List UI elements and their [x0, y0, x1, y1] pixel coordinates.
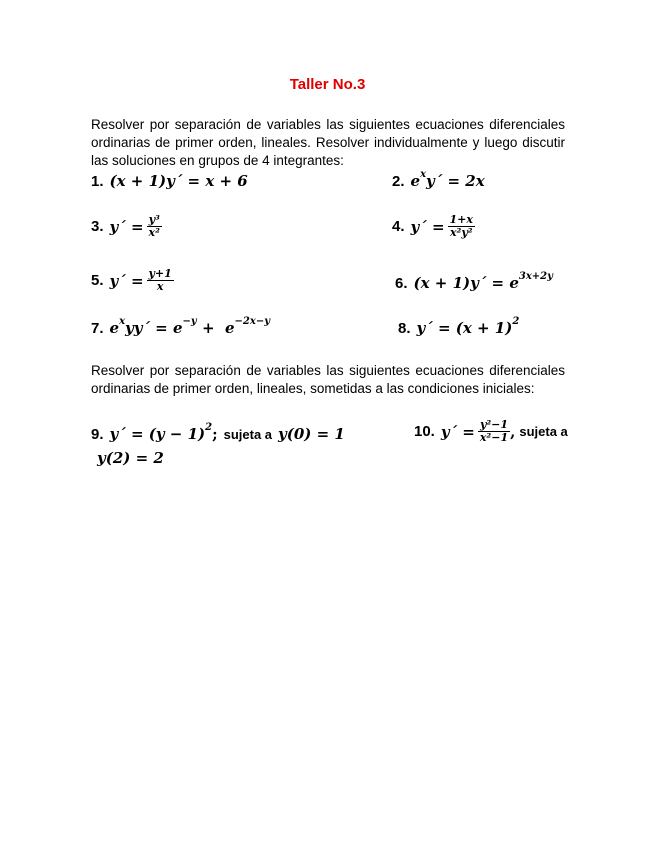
problem-number: 4.: [392, 218, 405, 235]
equation-exponent: 2: [512, 315, 520, 327]
problem-10-condition: [97, 449, 164, 467]
denominator: x²: [148, 226, 160, 239]
problem-6: [395, 270, 553, 292]
equation-exponent: x: [420, 168, 427, 180]
initial-condition: y(2) = 2: [97, 449, 164, 467]
numerator: y+1: [148, 267, 172, 280]
fraction: [147, 214, 162, 239]
fraction: [448, 214, 475, 239]
equation: y´ =: [109, 271, 144, 290]
equation-exponent: −y: [182, 315, 197, 327]
problem-number: 8.: [398, 319, 411, 337]
equation: + e: [196, 319, 235, 337]
equation: y´ =: [410, 217, 445, 236]
problem-4: [392, 214, 475, 239]
numerator: y²−1: [479, 418, 509, 431]
equation: y´ =: [440, 422, 475, 441]
equation-base: e: [109, 319, 120, 337]
problem-number: 3.: [91, 218, 104, 235]
problem-10: [414, 419, 568, 444]
problem-number: 7.: [91, 319, 104, 337]
problem-8: [398, 315, 520, 337]
problem-number: 1.: [91, 172, 104, 190]
page-title: Taller No.3: [289, 76, 366, 93]
equation: y´ = (x + 1): [416, 319, 513, 337]
problem-number: 10.: [414, 423, 435, 440]
problem-9: [91, 421, 345, 443]
equation: (x + 1)y´ = e: [413, 274, 519, 292]
initial-condition: y(0) = 1: [278, 425, 345, 443]
problem-number: 5.: [91, 272, 104, 289]
fraction: [478, 419, 510, 444]
denominator: x²−1: [479, 431, 509, 444]
numerator: y³: [148, 213, 160, 226]
equation: yy´ = e: [125, 319, 183, 337]
problem-number: 9.: [91, 425, 104, 443]
problem-1: [91, 172, 248, 190]
problem-7: [91, 315, 271, 337]
denominator: x²y²: [449, 226, 473, 239]
equation: y´ =: [109, 217, 144, 236]
equation-base: e: [410, 172, 421, 190]
problem-3: [91, 214, 162, 239]
intro-paragraph-2: Resolver por separación de variables las siguientes ecuaciones diferenciales ordinarias de primer orden, lineales, sometidas a las condiciones iniciales:: [91, 363, 565, 396]
fraction: [147, 268, 174, 293]
equation-exponent: −2x−y: [234, 315, 271, 327]
condition-text: sujeta a: [223, 426, 273, 442]
equation-exponent: 2: [205, 421, 213, 433]
problem-2: [392, 168, 485, 190]
problem-number: 2.: [392, 172, 405, 190]
equation: y´ = (y − 1): [109, 425, 206, 443]
separator: ;: [212, 425, 218, 443]
separator: ,: [510, 422, 516, 441]
numerator: 1+x: [449, 213, 473, 226]
equation-exponent: 3x+2y: [518, 270, 553, 282]
problem-number: 6.: [395, 274, 408, 292]
denominator: x: [156, 280, 164, 293]
intro-paragraph-1: Resolver por separación de variables las siguientes ecuaciones diferenciales ordinarias de primer orden, lineales. Resolver individualmente y luego discutir las soluciones en grupos de 4 integrantes:: [91, 117, 565, 168]
equation-exponent: x: [119, 315, 126, 327]
equation: (x + 1)y´ = x + 6: [109, 172, 248, 190]
problem-5: [91, 268, 174, 293]
equation: y´ = 2x: [426, 172, 485, 190]
condition-text: sujeta a: [519, 424, 568, 439]
